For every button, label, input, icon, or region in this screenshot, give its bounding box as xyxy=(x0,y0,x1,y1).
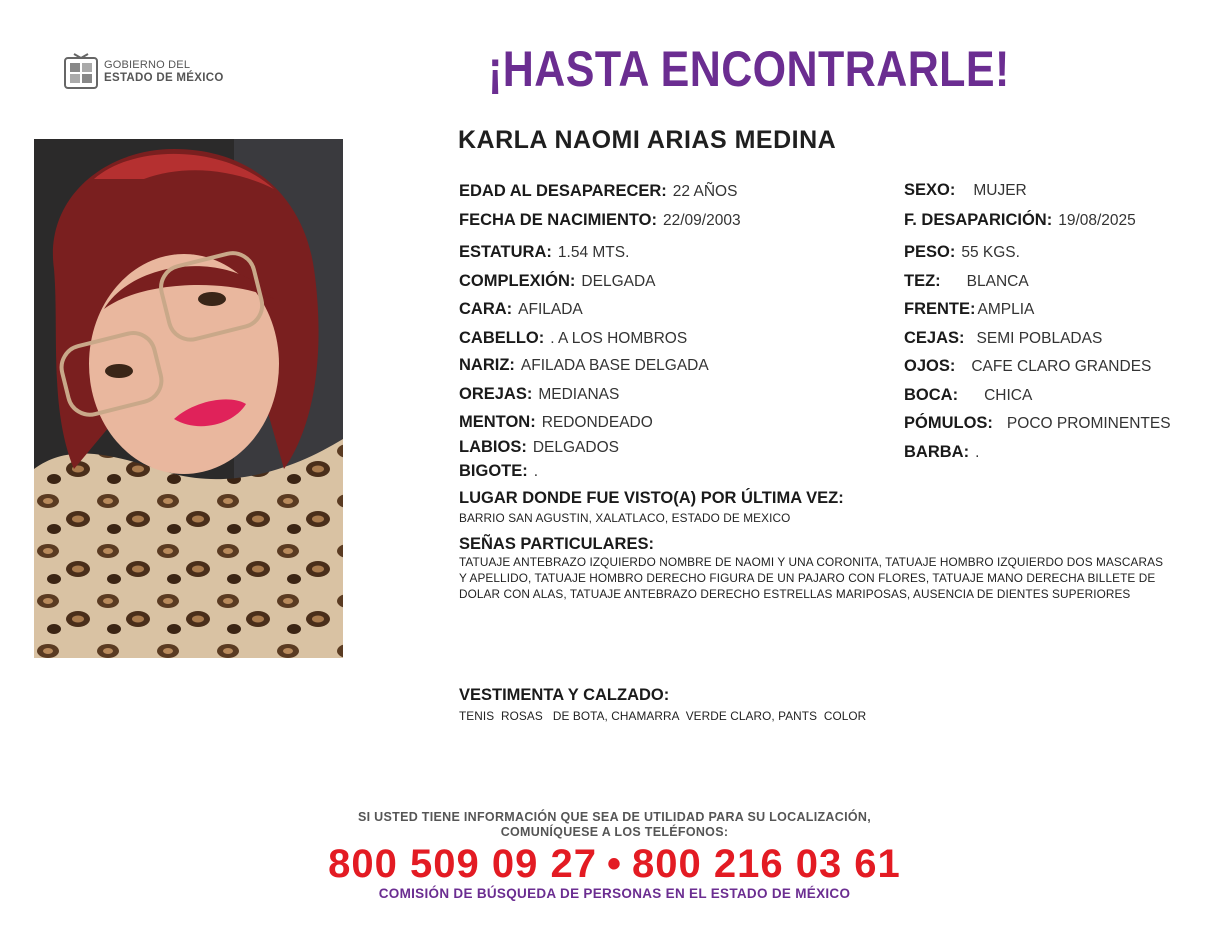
field-nose xyxy=(459,356,709,375)
field-value: AMPLIA xyxy=(977,301,1035,318)
field-eyebrows xyxy=(904,329,1102,348)
field-label: OJOS: xyxy=(904,357,956,375)
field-value: CHICA xyxy=(984,387,1033,404)
missing-person-photo xyxy=(34,139,343,658)
field-value: AFILADA BASE DELGADA xyxy=(520,357,709,374)
field-value: 22 AÑOS xyxy=(672,183,738,200)
field-value: DELGADOS xyxy=(532,439,619,456)
field-complexion xyxy=(904,272,1029,291)
footer-note-line-2: COMUNÍQUESE A LOS TELÉFONOS: xyxy=(500,825,729,839)
field-label: BIGOTE: xyxy=(459,462,528,480)
field-label: EDAD AL DESAPARECER: xyxy=(459,182,667,200)
field-mustache xyxy=(459,462,538,481)
phone-number-2[interactable]: 800 216 03 61 xyxy=(632,842,901,886)
field-label: CEJAS: xyxy=(904,329,965,347)
phone-numbers xyxy=(0,842,1229,887)
field-value: MEDIANAS xyxy=(538,386,620,403)
field-height xyxy=(459,243,629,262)
marks-text xyxy=(459,554,1219,602)
field-label: CABELLO: xyxy=(459,329,545,347)
footer-note-line-1: SI USTED TIENE INFORMACIÓN QUE SEA DE UTILIDAD PARA SU LOCALIZACIÓN, xyxy=(357,810,871,824)
field-value: AFILADA xyxy=(518,301,583,318)
marks-title: SEÑAS PARTICULARES: xyxy=(459,535,654,553)
field-forehead xyxy=(904,300,1034,319)
field-label: CARA: xyxy=(459,300,513,318)
field-disappearance-date xyxy=(904,211,1136,230)
field-label: F. DESAPARICIÓN: xyxy=(904,211,1053,229)
clothing-text: TENIS ROSAS DE BOTA, CHAMARRA VERDE CLARO, PANTS COLOR xyxy=(459,709,867,723)
field-cheekbones xyxy=(904,414,1171,433)
field-value: POCO PROMINENTES xyxy=(1006,415,1171,432)
field-birthdate xyxy=(459,211,741,230)
field-value: 55 KGS. xyxy=(961,244,1020,261)
last-seen-text: BARRIO SAN AGUSTIN, XALATLACO, ESTADO DE MEXICO xyxy=(459,511,791,525)
commission-name: COMISIÓN DE BÚSQUEDA DE PERSONAS EN EL ESTADO DE MÉXICO xyxy=(378,886,851,901)
field-value: . A LOS HOMBROS xyxy=(550,330,688,347)
field-beard xyxy=(904,443,979,462)
field-build xyxy=(459,272,656,291)
field-value: 19/08/2025 xyxy=(1058,212,1136,229)
field-sex xyxy=(904,181,1027,200)
logo-line-1: GOBIERNO DEL xyxy=(104,59,191,71)
field-label: COMPLEXIÓN: xyxy=(459,272,576,290)
field-label: NARIZ: xyxy=(459,356,515,374)
last-seen-title: LUGAR DONDE FUE VISTO(A) POR ÚLTIMA VEZ: xyxy=(459,489,844,507)
field-label: TEZ: xyxy=(904,272,941,290)
headline: ¡HASTA ENCONTRARLE! xyxy=(488,41,1010,97)
person-name: KARLA NAOMI ARIAS MEDINA xyxy=(458,126,837,154)
logo-line-2: ESTADO DE MÉXICO xyxy=(104,72,224,84)
field-label: PÓMULOS: xyxy=(904,414,993,432)
field-eyes xyxy=(904,357,1151,376)
field-ears xyxy=(459,385,619,404)
phone-number-1[interactable]: 800 509 09 27 xyxy=(328,842,597,886)
marks-line: Y APELLIDO, TATUAJE HOMBRO DERECHO FIGURA DE UN PAJARO CON FLORES, TATUAJE MANO DERECHA BILLETE DE xyxy=(459,571,1156,585)
field-label: FECHA DE NACIMIENTO: xyxy=(459,211,657,229)
field-value: 22/09/2003 xyxy=(663,212,741,229)
field-age xyxy=(459,182,737,201)
field-label: BOCA: xyxy=(904,386,959,404)
field-label: BARBA: xyxy=(904,443,970,461)
field-label: SEXO: xyxy=(904,181,956,199)
field-label: MENTON: xyxy=(459,413,536,431)
marks-line: DOLAR CON ALAS, TATUAJE ANTEBRAZO DERECHO ESTRELLAS MARIPOSAS, AUSENCIA DE DIENTES SUPERIORES xyxy=(459,587,1131,601)
field-value: DELGADA xyxy=(581,273,656,290)
field-label: FRENTE: xyxy=(904,300,976,318)
field-value: SEMI POBLADAS xyxy=(976,330,1103,347)
separator-dot: • xyxy=(606,842,622,886)
field-mouth xyxy=(904,386,1032,405)
field-value: CAFE CLARO GRANDES xyxy=(971,358,1152,375)
field-value: MUJER xyxy=(973,182,1027,199)
field-value: . xyxy=(533,463,539,480)
field-value: . xyxy=(975,444,980,461)
government-logo xyxy=(62,52,224,92)
field-value: REDONDEADO xyxy=(541,414,653,431)
field-chin xyxy=(459,413,653,432)
marks-line: TATUAJE ANTEBRAZO IZQUIERDO NOMBRE DE NAOMI Y UNA CORONITA, TATUAJE HOMBRO IZQUIERDO DOS MASCARAS xyxy=(459,555,1164,569)
field-lips xyxy=(459,438,619,457)
field-label: ESTATURA: xyxy=(459,243,552,261)
field-label: LABIOS: xyxy=(459,438,527,456)
coat-of-arms-icon xyxy=(62,52,100,92)
field-value: BLANCA xyxy=(966,273,1029,290)
field-hair xyxy=(459,329,687,348)
field-label: PESO: xyxy=(904,243,956,261)
field-face xyxy=(459,300,583,319)
field-value: 1.54 MTS. xyxy=(557,244,630,261)
field-label: OREJAS: xyxy=(459,385,533,403)
field-weight xyxy=(904,243,1020,262)
clothing-title: VESTIMENTA Y CALZADO: xyxy=(459,686,670,704)
